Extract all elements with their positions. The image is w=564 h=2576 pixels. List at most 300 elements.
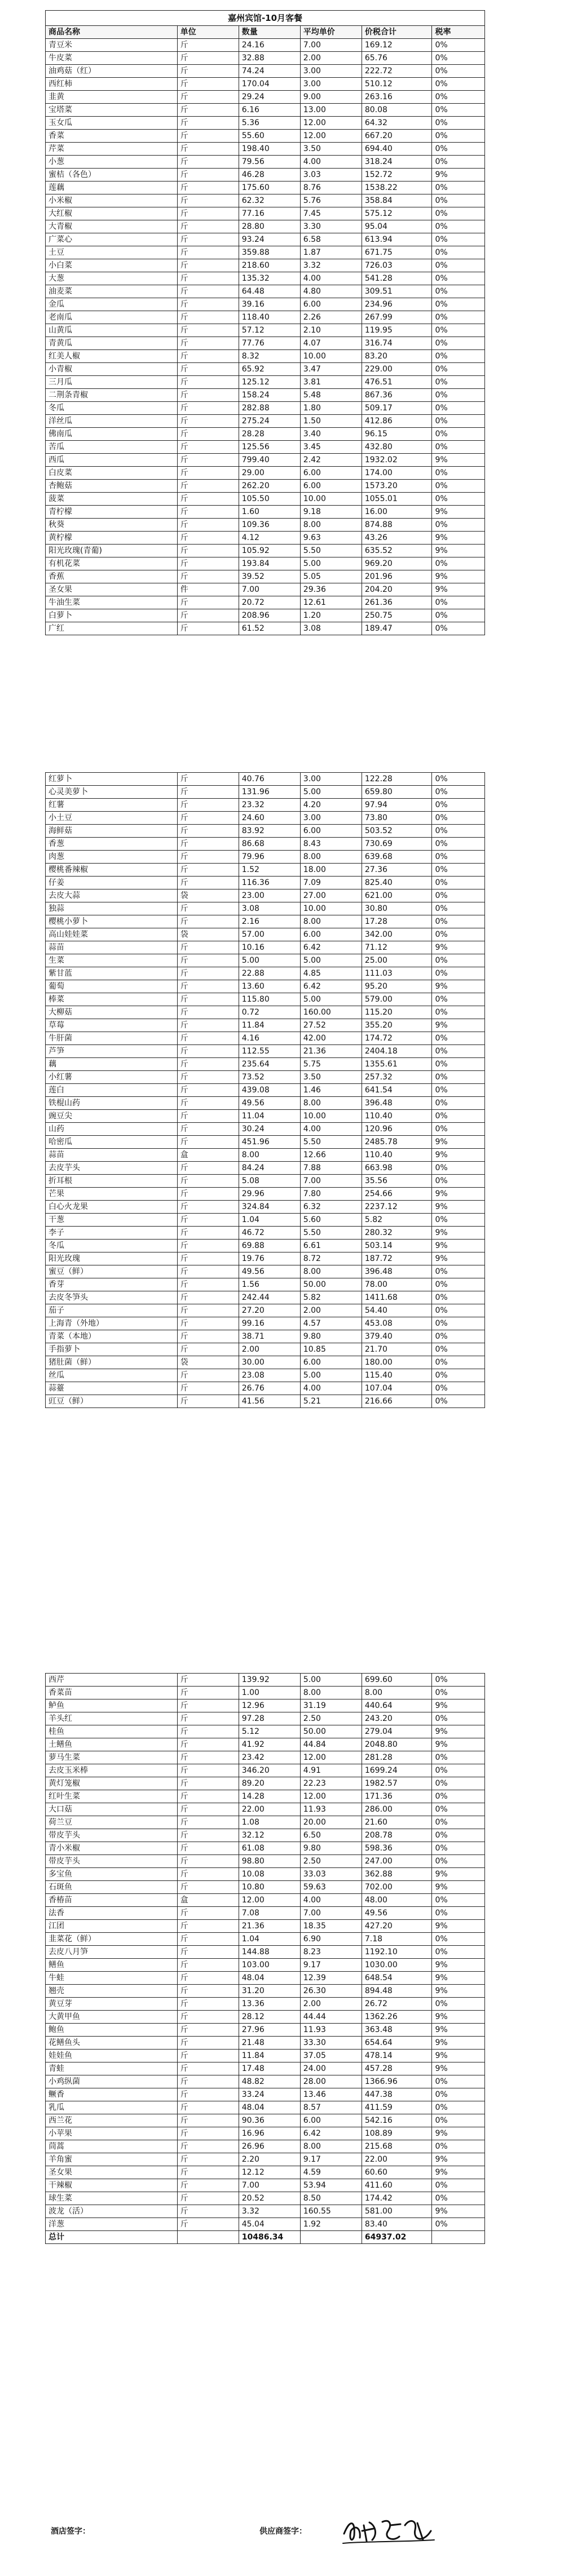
- item-total: 111.03: [362, 967, 432, 980]
- item-qty: 6.16: [239, 104, 300, 117]
- item-unit: 斤: [177, 506, 239, 519]
- item-unit: 斤: [177, 1816, 239, 1829]
- item-total: 279.04: [362, 1725, 432, 1738]
- item-tax: 0%: [432, 773, 485, 786]
- table-row: [46, 1265, 485, 1278]
- item-unit: 斤: [177, 311, 239, 324]
- item-total: 641.54: [362, 1084, 432, 1097]
- item-qty: 11.04: [239, 1110, 300, 1123]
- table-row: [46, 532, 485, 545]
- item-price: 27.52: [300, 1019, 362, 1032]
- item-qty: 27.20: [239, 1304, 300, 1317]
- item-tax: 0%: [432, 311, 485, 324]
- item-total: 1699.24: [362, 1764, 432, 1777]
- item-qty: 77.76: [239, 337, 300, 350]
- table-row: [46, 402, 485, 415]
- item-unit: 斤: [177, 1959, 239, 1972]
- item-price: 18.35: [300, 1920, 362, 1933]
- table-row: [46, 2205, 485, 2218]
- item-tax: 0%: [432, 799, 485, 812]
- item-tax: 9%: [432, 2166, 485, 2179]
- item-name: 青菜（本地）: [46, 1330, 178, 1343]
- item-unit: 斤: [177, 980, 239, 993]
- table-row: [46, 156, 485, 169]
- item-price: 4.00: [300, 1894, 362, 1907]
- item-name: 三月瓜: [46, 376, 178, 389]
- item-name: 秋葵: [46, 519, 178, 532]
- item-total: 234.96: [362, 298, 432, 311]
- item-unit: 斤: [177, 1110, 239, 1123]
- item-unit: 盒: [177, 1894, 239, 1907]
- item-unit: 斤: [177, 2127, 239, 2140]
- item-unit: 斤: [177, 1265, 239, 1278]
- item-unit: 斤: [177, 877, 239, 889]
- item-price: 33.30: [300, 2037, 362, 2050]
- table-row: [46, 65, 485, 78]
- item-tax: 0%: [432, 233, 485, 246]
- item-qty: 135.32: [239, 272, 300, 285]
- item-tax: 0%: [432, 91, 485, 104]
- item-name: 小鸡纵菌: [46, 2075, 178, 2088]
- item-total: 257.32: [362, 1071, 432, 1084]
- item-tax: 0%: [432, 182, 485, 194]
- item-price: 5.50: [300, 545, 362, 557]
- table-row: [46, 864, 485, 877]
- item-name: 黄柠檬: [46, 532, 178, 545]
- item-total: 1411.68: [362, 1291, 432, 1304]
- item-price: 7.88: [300, 1162, 362, 1175]
- item-price: 6.58: [300, 233, 362, 246]
- item-name: 红薯: [46, 799, 178, 812]
- item-tax: 0%: [432, 156, 485, 169]
- table-row: [46, 1045, 485, 1058]
- item-price: 6.00: [300, 480, 362, 493]
- item-price: 8.00: [300, 1687, 362, 1699]
- item-tax: 0%: [432, 1123, 485, 1136]
- item-name: 韭菜花（鲜）: [46, 1933, 178, 1946]
- item-price: 12.39: [300, 1972, 362, 1985]
- item-tax: 0%: [432, 1265, 485, 1278]
- item-unit: 斤: [177, 519, 239, 532]
- document-title: 嘉州宾馆-10月客餐: [46, 11, 485, 26]
- item-unit: 斤: [177, 1712, 239, 1725]
- item-qty: 29.96: [239, 1188, 300, 1201]
- item-total: 969.20: [362, 557, 432, 570]
- item-qty: 57.12: [239, 324, 300, 337]
- item-tax: 9%: [432, 1699, 485, 1712]
- table-row: [46, 52, 485, 65]
- item-name: 萝马生菜: [46, 1751, 178, 1764]
- table-2-body: [46, 773, 485, 1408]
- signature-footer: [45, 2503, 485, 2548]
- item-qty: 5.12: [239, 1725, 300, 1738]
- item-qty: 1.52: [239, 864, 300, 877]
- table-row: [46, 2024, 485, 2037]
- item-price: 1.20: [300, 609, 362, 622]
- item-tax: 0%: [432, 1006, 485, 1019]
- item-price: 3.50: [300, 1071, 362, 1084]
- item-tax: 0%: [432, 902, 485, 915]
- item-price: 5.05: [300, 570, 362, 583]
- item-unit: 斤: [177, 1032, 239, 1045]
- item-qty: 1.04: [239, 1214, 300, 1227]
- item-total: 363.48: [362, 2024, 432, 2037]
- item-total: 97.94: [362, 799, 432, 812]
- item-name: 小土豆: [46, 812, 178, 825]
- table-row: [46, 1738, 485, 1751]
- item-total: 280.32: [362, 1227, 432, 1240]
- item-price: 2.26: [300, 311, 362, 324]
- item-tax: 0%: [432, 350, 485, 363]
- item-unit: 斤: [177, 337, 239, 350]
- item-total: 43.26: [362, 532, 432, 545]
- item-total: 16.00: [362, 506, 432, 519]
- table-row: [46, 993, 485, 1006]
- item-unit: 斤: [177, 967, 239, 980]
- total-price-empty: [300, 2231, 362, 2244]
- table-row: [46, 311, 485, 324]
- table-row: [46, 1764, 485, 1777]
- item-unit: 斤: [177, 954, 239, 967]
- item-total: 663.98: [362, 1162, 432, 1175]
- item-name: 有机花菜: [46, 557, 178, 570]
- item-unit: 斤: [177, 1687, 239, 1699]
- item-tax: 9%: [432, 980, 485, 993]
- item-qty: 115.80: [239, 993, 300, 1006]
- item-price: 5.21: [300, 1395, 362, 1408]
- item-price: 3.03: [300, 169, 362, 182]
- item-unit: 斤: [177, 91, 239, 104]
- item-name: 蒜苗: [46, 1149, 178, 1162]
- item-name: 阳光玫瑰: [46, 1252, 178, 1265]
- item-price: 8.00: [300, 1265, 362, 1278]
- item-unit: 斤: [177, 1291, 239, 1304]
- item-qty: 1.56: [239, 1278, 300, 1291]
- item-total: 215.68: [362, 2140, 432, 2153]
- item-name: 鳜香: [46, 2088, 178, 2101]
- table-row: [46, 441, 485, 454]
- item-total: 316.74: [362, 337, 432, 350]
- item-total: 579.00: [362, 993, 432, 1006]
- table-row: [46, 1032, 485, 1045]
- item-total: 1932.02: [362, 454, 432, 467]
- item-price: 5.00: [300, 1674, 362, 1687]
- header-qty: 数量: [239, 26, 300, 39]
- table-row: [46, 2101, 485, 2114]
- item-price: 8.72: [300, 1252, 362, 1265]
- item-unit: 斤: [177, 298, 239, 311]
- item-total: 358.84: [362, 194, 432, 207]
- table-row: [46, 1855, 485, 1868]
- table-row: [46, 2153, 485, 2166]
- item-tax: 9%: [432, 532, 485, 545]
- item-tax: 0%: [432, 1816, 485, 1829]
- item-qty: 282.88: [239, 402, 300, 415]
- item-name: 土鳝鱼: [46, 1738, 178, 1751]
- item-name: 佛南瓜: [46, 428, 178, 441]
- item-qty: 2.16: [239, 915, 300, 928]
- header-name: 商品名称: [46, 26, 178, 39]
- table-row: [46, 2037, 485, 2050]
- item-price: 5.50: [300, 1136, 362, 1149]
- item-name: 丝瓜: [46, 1369, 178, 1382]
- table-row: [46, 1699, 485, 1712]
- item-price: 22.23: [300, 1777, 362, 1790]
- item-price: 6.42: [300, 941, 362, 954]
- item-qty: 28.80: [239, 220, 300, 233]
- item-qty: 103.00: [239, 1959, 300, 1972]
- item-unit: 袋: [177, 928, 239, 941]
- item-name: 小青椒: [46, 363, 178, 376]
- item-qty: 118.40: [239, 311, 300, 324]
- item-price: 10.00: [300, 902, 362, 915]
- item-tax: 0%: [432, 609, 485, 622]
- item-price: 37.05: [300, 2050, 362, 2062]
- table-row: [46, 376, 485, 389]
- table-row: [46, 1201, 485, 1214]
- item-qty: 235.64: [239, 1058, 300, 1071]
- item-tax: 0%: [432, 2088, 485, 2101]
- item-name: 鲈鱼: [46, 1699, 178, 1712]
- item-price: 6.00: [300, 298, 362, 311]
- item-tax: 0%: [432, 363, 485, 376]
- item-name: 圣女果: [46, 583, 178, 596]
- item-tax: 0%: [432, 376, 485, 389]
- table-row: [46, 570, 485, 583]
- item-tax: 9%: [432, 1881, 485, 1894]
- item-qty: 359.88: [239, 246, 300, 259]
- item-unit: 斤: [177, 1278, 239, 1291]
- item-price: 6.00: [300, 825, 362, 838]
- item-qty: 23.32: [239, 799, 300, 812]
- item-total: 613.94: [362, 233, 432, 246]
- item-unit: 斤: [177, 1907, 239, 1920]
- item-name: 牛皮菜: [46, 52, 178, 65]
- item-total: 825.40: [362, 877, 432, 889]
- item-name: 海鲜菇: [46, 825, 178, 838]
- item-tax: 0%: [432, 1058, 485, 1071]
- item-qty: 0.72: [239, 1006, 300, 1019]
- item-price: 21.36: [300, 1045, 362, 1058]
- item-total: 659.80: [362, 786, 432, 799]
- item-tax: 9%: [432, 2050, 485, 2062]
- item-tax: 9%: [432, 570, 485, 583]
- item-total: 702.00: [362, 1881, 432, 1894]
- item-qty: 1.04: [239, 1933, 300, 1946]
- item-price: 8.43: [300, 838, 362, 851]
- item-tax: 9%: [432, 2127, 485, 2140]
- item-price: 2.50: [300, 1855, 362, 1868]
- item-price: 8.00: [300, 915, 362, 928]
- table-row: [46, 954, 485, 967]
- item-name: 香菜苗: [46, 1687, 178, 1699]
- item-price: 2.50: [300, 1712, 362, 1725]
- item-total: 648.54: [362, 1972, 432, 1985]
- table-row: [46, 786, 485, 799]
- item-qty: 73.52: [239, 1071, 300, 1084]
- item-name: 蜜桔（各色）: [46, 169, 178, 182]
- item-tax: 0%: [432, 557, 485, 570]
- item-total: 581.00: [362, 2205, 432, 2218]
- item-name: 广菜心: [46, 233, 178, 246]
- item-tax: 0%: [432, 1278, 485, 1291]
- item-unit: 斤: [177, 902, 239, 915]
- item-tax: 0%: [432, 39, 485, 52]
- item-qty: 2.00: [239, 1343, 300, 1356]
- item-qty: 29.24: [239, 91, 300, 104]
- item-name: 白皮菜: [46, 467, 178, 480]
- item-price: 8.50: [300, 2192, 362, 2205]
- item-qty: 4.16: [239, 1032, 300, 1045]
- item-unit: 斤: [177, 1751, 239, 1764]
- item-price: 12.00: [300, 130, 362, 143]
- item-total: 2237.12: [362, 1201, 432, 1214]
- item-qty: 242.44: [239, 1291, 300, 1304]
- table-row: [46, 1084, 485, 1097]
- item-unit: 斤: [177, 350, 239, 363]
- table-row: [46, 259, 485, 272]
- item-qty: 10.16: [239, 941, 300, 954]
- item-tax: 0%: [432, 259, 485, 272]
- item-total: 396.48: [362, 1265, 432, 1278]
- item-total: 503.52: [362, 825, 432, 838]
- item-tax: 0%: [432, 812, 485, 825]
- item-total: 447.38: [362, 2088, 432, 2101]
- item-name: 紫甘蓝: [46, 967, 178, 980]
- table-row: [46, 2050, 485, 2062]
- item-unit: 斤: [177, 454, 239, 467]
- table-row: [46, 1751, 485, 1764]
- item-price: 26.30: [300, 1985, 362, 1998]
- table-row: [46, 415, 485, 428]
- item-total: 427.20: [362, 1920, 432, 1933]
- table-row: [46, 1369, 485, 1382]
- item-name: 冬瓜: [46, 1240, 178, 1252]
- item-name: 香葱: [46, 838, 178, 851]
- table-row: [46, 1019, 485, 1032]
- item-name: 小白菜: [46, 259, 178, 272]
- item-price: 13.46: [300, 2088, 362, 2101]
- item-unit: 斤: [177, 799, 239, 812]
- table-row: [46, 428, 485, 441]
- item-unit: 斤: [177, 993, 239, 1006]
- item-qty: 158.24: [239, 389, 300, 402]
- item-qty: 39.52: [239, 570, 300, 583]
- item-tax: 0%: [432, 1712, 485, 1725]
- item-price: 50.00: [300, 1278, 362, 1291]
- item-qty: 69.88: [239, 1240, 300, 1252]
- item-unit: 斤: [177, 1972, 239, 1985]
- item-unit: 斤: [177, 1304, 239, 1317]
- item-total: 267.99: [362, 311, 432, 324]
- item-unit: 斤: [177, 324, 239, 337]
- item-tax: 0%: [432, 1162, 485, 1175]
- table-row: [46, 1006, 485, 1019]
- item-price: 3.81: [300, 376, 362, 389]
- item-qty: 12.00: [239, 1894, 300, 1907]
- item-name: 棒菜: [46, 993, 178, 1006]
- item-total: 189.47: [362, 622, 432, 635]
- item-tax: 0%: [432, 1097, 485, 1110]
- item-total: 208.78: [362, 1829, 432, 1842]
- item-qty: 99.16: [239, 1317, 300, 1330]
- table-row: [46, 285, 485, 298]
- item-qty: 62.32: [239, 194, 300, 207]
- item-name: 折耳根: [46, 1175, 178, 1188]
- item-qty: 33.24: [239, 2088, 300, 2101]
- item-price: 6.00: [300, 2114, 362, 2127]
- item-qty: 48.04: [239, 1972, 300, 1985]
- table-row: [46, 1803, 485, 1816]
- item-total: 867.36: [362, 389, 432, 402]
- table-row: [46, 130, 485, 143]
- item-qty: 7.00: [239, 2179, 300, 2192]
- table-row: [46, 1097, 485, 1110]
- item-qty: 57.00: [239, 928, 300, 941]
- item-total: 71.12: [362, 941, 432, 954]
- item-qty: 30.00: [239, 1356, 300, 1369]
- item-price: 20.00: [300, 1816, 362, 1829]
- item-total: 152.72: [362, 169, 432, 182]
- item-total: 229.00: [362, 363, 432, 376]
- item-unit: 斤: [177, 467, 239, 480]
- item-name: 娃娃鱼: [46, 2050, 178, 2062]
- table-row: [46, 1136, 485, 1149]
- item-qty: 21.48: [239, 2037, 300, 2050]
- item-price: 44.44: [300, 2011, 362, 2024]
- item-name: 去皮玉米棒: [46, 1764, 178, 1777]
- item-price: 4.85: [300, 967, 362, 980]
- item-name: 香椿苗: [46, 1894, 178, 1907]
- item-tax: 9%: [432, 2011, 485, 2024]
- item-name: 羊头红: [46, 1712, 178, 1725]
- item-price: 3.00: [300, 773, 362, 786]
- item-price: 27.00: [300, 889, 362, 902]
- item-unit: 斤: [177, 570, 239, 583]
- table-row: [46, 272, 485, 285]
- item-name: 大黄甲鱼: [46, 2011, 178, 2024]
- item-qty: 20.52: [239, 2192, 300, 2205]
- item-name: 干辣椒: [46, 2179, 178, 2192]
- item-name: 石斑鱼: [46, 1881, 178, 1894]
- item-qty: 64.48: [239, 285, 300, 298]
- item-name: 去皮芋头: [46, 1162, 178, 1175]
- item-unit: 斤: [177, 1252, 239, 1265]
- item-unit: 斤: [177, 1395, 239, 1408]
- item-name: 黄豆芽: [46, 1998, 178, 2011]
- item-name: 荷兰豆: [46, 1816, 178, 1829]
- item-total: 54.40: [362, 1304, 432, 1317]
- item-total: 639.68: [362, 851, 432, 864]
- item-total: 412.86: [362, 415, 432, 428]
- item-qty: 39.16: [239, 298, 300, 311]
- table-row: [46, 143, 485, 156]
- table-row: [46, 1816, 485, 1829]
- item-tax: 0%: [432, 2218, 485, 2231]
- table-row: [46, 1674, 485, 1687]
- table-row: [46, 928, 485, 941]
- item-price: 11.93: [300, 1803, 362, 1816]
- item-unit: 斤: [177, 609, 239, 622]
- item-tax: 9%: [432, 2024, 485, 2037]
- item-tax: 0%: [432, 2192, 485, 2205]
- table-row: [46, 1227, 485, 1240]
- item-total: 78.00: [362, 1278, 432, 1291]
- item-unit: 斤: [177, 1881, 239, 1894]
- item-tax: 9%: [432, 1920, 485, 1933]
- item-total: 48.00: [362, 1894, 432, 1907]
- item-tax: 9%: [432, 1985, 485, 1998]
